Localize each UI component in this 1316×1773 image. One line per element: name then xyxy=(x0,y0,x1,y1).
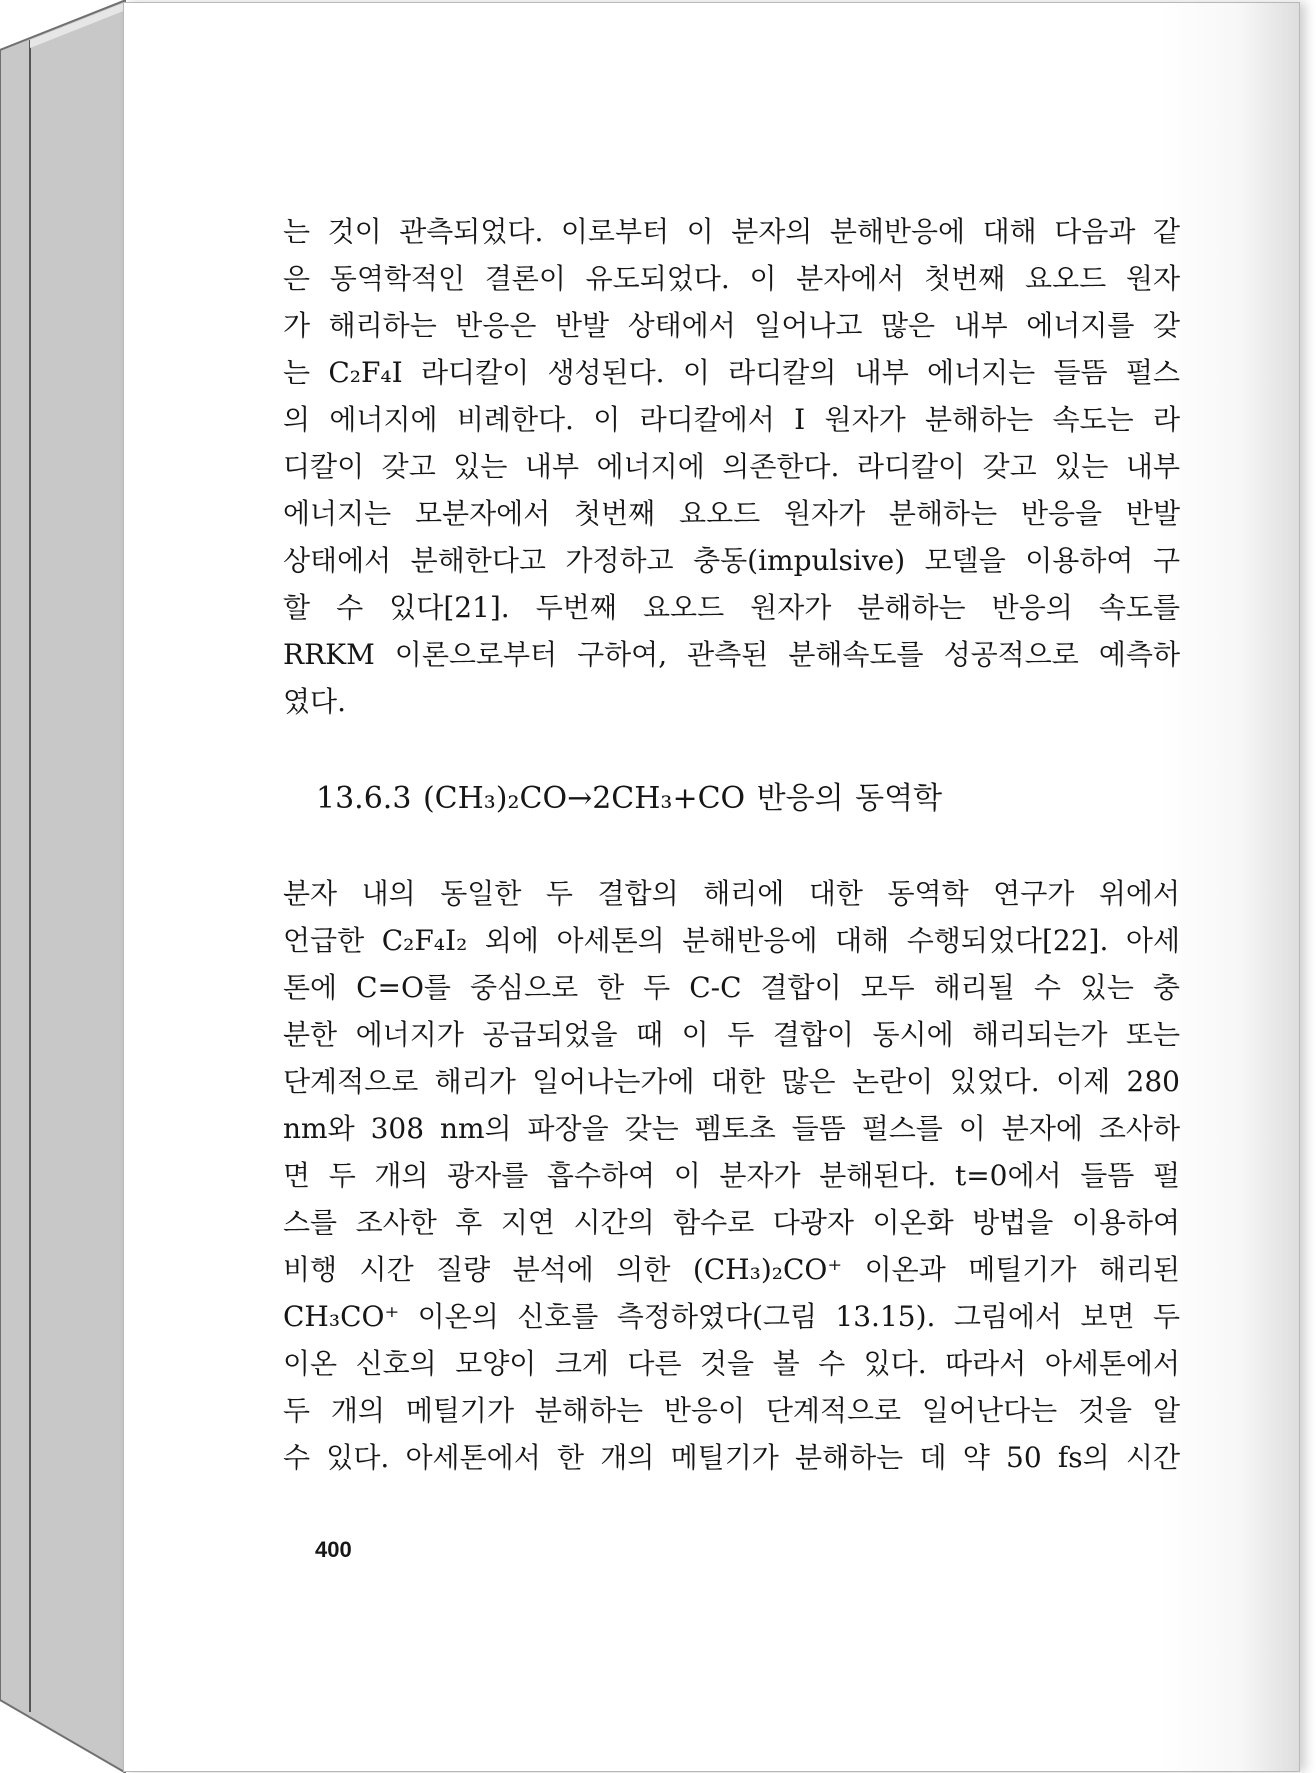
text-line: 는 것이 관측되었다. 이로부터 이 분자의 분해반응에 대해 다음과 같 xyxy=(283,215,1180,248)
text-line: 스를 조사한 후 지연 시간의 함수로 다광자 이온화 방법을 이용하여 xyxy=(283,1206,1180,1239)
text-line: 였다. xyxy=(283,685,346,718)
text-line: 가 해리하는 반응은 반발 상태에서 일어나고 많은 내부 에너지를 갖 xyxy=(283,309,1180,342)
text-line: 두 개의 메틸기가 분해하는 반응이 단계적으로 일어난다는 것을 알 xyxy=(283,1394,1180,1427)
text-line: nm와 308 nm의 파장을 갖는 펨토초 들뜸 펄스를 이 분자에 조사하 xyxy=(283,1112,1180,1145)
paragraph-2 xyxy=(283,870,1180,1481)
text-line: CH₃CO⁺ 이온의 신호를 측정하였다(그림 13.15). 그림에서 보면 두 xyxy=(283,1300,1180,1333)
text-line: 톤에 C=O를 중심으로 한 두 C-C 결합이 모두 해리될 수 있는 충 xyxy=(283,971,1180,1004)
text-line: 에너지는 모분자에서 첫번째 요오드 원자가 분해하는 반응을 반발 xyxy=(283,497,1180,530)
text-line: 상태에서 분해한다고 가정하고 충동(impulsive) 모델을 이용하여 구 xyxy=(283,544,1180,577)
text-line: 의 에너지에 비례한다. 이 라디칼에서 I 원자가 분해하는 속도는 라 xyxy=(283,403,1180,436)
text-line: 는 C₂F₄I 라디칼이 생성된다. 이 라디칼의 내부 에너지는 들뜸 펄스 xyxy=(283,356,1180,389)
text-line: 디칼이 갖고 있는 내부 에너지에 의존한다. 라디칼이 갖고 있는 내부 xyxy=(283,450,1180,483)
text-line: 수 있다. 아세톤에서 한 개의 메틸기가 분해하는 데 약 50 fs의 시간 xyxy=(283,1441,1180,1474)
text-line: 이온 신호의 모양이 크게 다른 것을 볼 수 있다. 따라서 아세톤에서 xyxy=(283,1347,1180,1380)
book-spine-edge xyxy=(0,0,126,1773)
text-line: 면 두 개의 광자를 흡수하여 이 분자가 분해된다. t=0에서 들뜸 펄 xyxy=(283,1159,1180,1192)
text-line: 분자 내의 동일한 두 결합의 해리에 대한 동역학 연구가 위에서 xyxy=(283,877,1180,910)
text-line: 비행 시간 질량 분석에 의한 (CH₃)₂CO⁺ 이온과 메틸기가 해리된 xyxy=(283,1253,1180,1286)
section-heading: 13.6.3 (CH₃)₂CO→2CH₃+CO 반응의 동역학 xyxy=(316,781,943,816)
text-line: 언급한 C₂F₄I₂ 외에 아세톤의 분해반응에 대해 수행되었다[22]. 아세 xyxy=(283,924,1180,957)
text-line: 단계적으로 해리가 일어나는가에 대한 많은 논란이 있었다. 이제 280 xyxy=(283,1065,1180,1098)
page-number: 400 xyxy=(315,1537,352,1562)
text-line: 분한 에너지가 공급되었을 때 이 두 결합이 동시에 해리되는가 또는 xyxy=(283,1018,1180,1051)
text-line: 은 동역학적인 결론이 유도되었다. 이 분자에서 첫번째 요오드 원자 xyxy=(283,262,1180,295)
text-line: RRKM 이론으로부터 구하여, 관측된 분해속도를 성공적으로 예측하 xyxy=(283,638,1180,671)
text-line: 할 수 있다[21]. 두번째 요오드 원자가 분해하는 반응의 속도를 xyxy=(283,591,1180,624)
paragraph-1 xyxy=(283,208,1180,725)
